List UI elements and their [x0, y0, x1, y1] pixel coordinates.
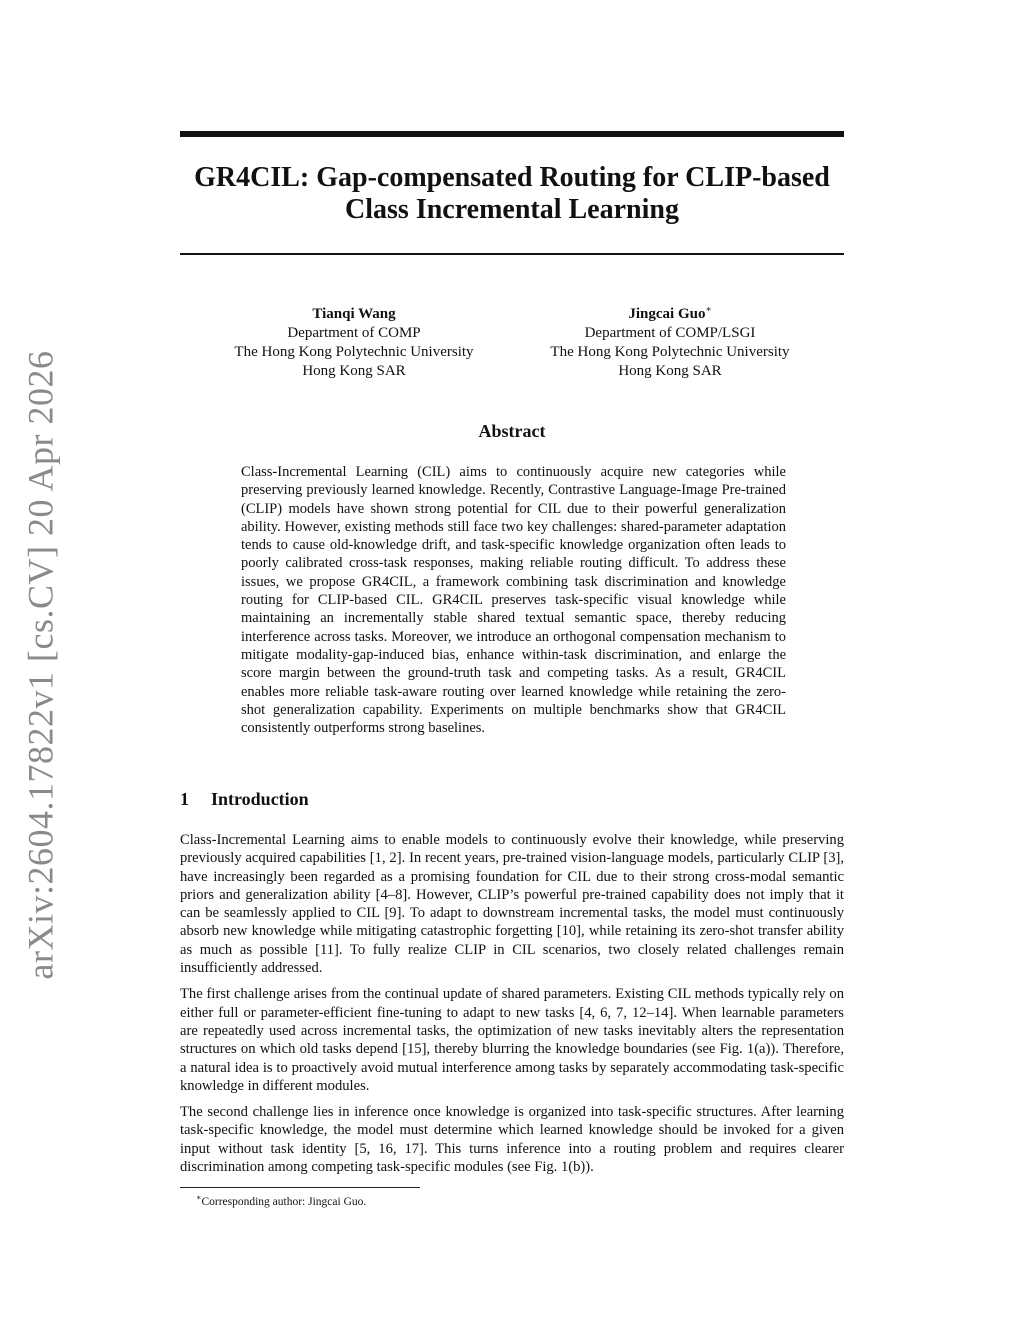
author-location: Hong Kong SAR [302, 363, 406, 379]
intro-paragraph: The first challenge arises from the continual update of shared parameters. Existing CIL methods typically rely on either full or parameter-efficient fine-tuning to adapt to new tasks [4, 6, 7, 12–14]. When learnable parameters are repeatedly used across incremental tasks, the optimization of new tasks inevitably alters the representation structures on which old tasks depend [15], thereby blurring the knowledge boundaries (see Fig. 1(a)). Therefore, a natural idea is to proactively avoid mutual interference among tasks by separately accommodating task-specific knowledge in different modules. [180, 986, 844, 1094]
title-top-rule [180, 131, 844, 137]
author-name-line [516, 300, 824, 324]
abstract-heading: Abstract [478, 421, 546, 441]
footnote-rule [180, 1187, 420, 1188]
arxiv-identifier-text: arXiv:2604.17822v1 [cs.CV] 20 Apr 2026 [20, 350, 61, 980]
section-heading-introduction [180, 789, 309, 810]
arxiv-identifier-stamp [20, 350, 61, 980]
paper-title: GR4CIL: Gap-compensated Routing for CLIP-based Class Incremental Learning [194, 162, 830, 225]
introduction-body [180, 831, 844, 1184]
author-name: Tianqi Wang [312, 306, 396, 322]
author-location: Hong Kong SAR [618, 363, 722, 379]
footnote [196, 1193, 366, 1208]
abstract-text: Class-Incremental Learning (CIL) aims to continuously acquire new categories while preserving previously learned knowledge. Recently, Contrastive Language-Image Pre-trained (CLIP) models have shown strong potential for CIL due to their powerful generalization ability. However, existing methods still face two key challenges: shared-parameter adaptation tends to cause old-knowledge drift, and task-specific knowledge organization often leads to poorly calibrated cross-task responses, making reliable routing difficult. To address these issues, we propose GR4CIL, a framework combining task discrimination and knowledge routing for CLIP-based CIL. GR4CIL preserves task-specific visual knowledge while maintaining an incrementally stable shared textual semantic space, thereby reducing interference across tasks. Moreover, we introduce an orthogonal compensation mechanism to mitigate modality-gap-induced bias, enhance within-task discrimination, and enlarge the score margin between the ground-truth task and competing tasks. As a result, GR4CIL enables more reliable task-aware routing over learned knowledge while retaining the zero-shot generalization capability. Experiments on multiple benchmarks show that GR4CIL consistently outperforms strong baselines. [241, 464, 786, 737]
author-institution: The Hong Kong Polytechnic University [550, 344, 790, 360]
section-number: 1 [180, 789, 189, 809]
section-title: Introduction [211, 789, 309, 809]
title-bottom-rule [180, 253, 844, 255]
footnote-text: Corresponding author: Jingcai Guo. [201, 1195, 367, 1208]
author-department: Department of COMP [287, 325, 421, 341]
author-block [180, 300, 844, 380]
author-mark: ∗ [705, 304, 712, 314]
intro-paragraph: Class-Incremental Learning aims to enable models to continuously evolve their knowledge, while preserving previously acquired capabilities [1, 2]. In recent years, pre-trained vision-language models, particularly CLIP [3], have increasingly been regarded as a promising foundation for CIL due to their strong cross-modal semantic priors and generalization ability [4–8]. However, CLIP’s powerful pre-trained capability does not imply that it can be seamlessly applied to CIL [9]. To adapt to downstream incremental tasks, the model must continuously absorb new knowledge while mitigating catastrophic forgetting [10], while retaining its zero-shot transfer ability as much as possible [11]. To fully realize CLIP in CIL scenarios, two closely related challenges remain insufficiently addressed. [180, 832, 844, 977]
author-name-line [200, 300, 508, 324]
intro-paragraph: The second challenge lies in inference once knowledge is organized into task-specific structures. After learning task-specific knowledge, the model must determine which learned knowledge should be invoked for a given input without task identity [5, 16, 17]. This turns inference into a routing problem and requires clearer discrimination among competing task-specific modules (see Fig. 1(b)). [180, 1104, 844, 1176]
author-card [516, 300, 824, 381]
author-name: Jingcai Guo [628, 306, 706, 322]
author-department: Department of COMP/LSGI [584, 325, 756, 341]
footnote-mark: ∗ [196, 1193, 202, 1202]
author-card [200, 300, 508, 381]
author-institution: The Hong Kong Polytechnic University [234, 344, 474, 360]
